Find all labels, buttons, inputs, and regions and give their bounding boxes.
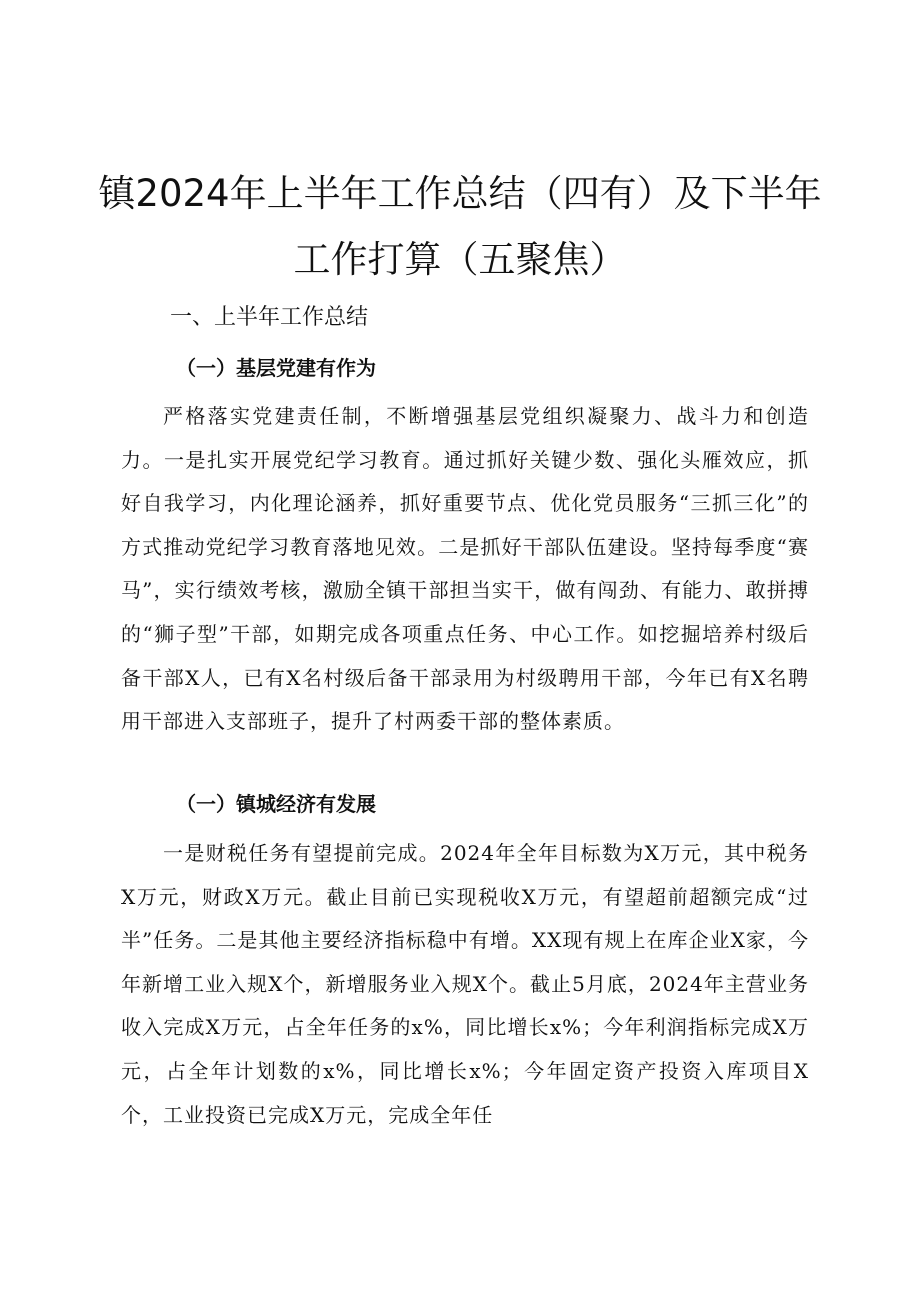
document-title-line-1: 镇2024年上半年工作总结（四有）及下半年	[98, 172, 822, 215]
paragraph-town-economy: 一是财税任务有望提前完成。2024年全年目标数为X万元，其中税务X万元，财政X万元。截止目前已实现税收X万元，有望超前超额完成“过半”任务。二是其他主要经济指标稳中有增。XX现有规上在库企业X家，今年新增工业入规X个，新增服务业入规X个。截止5月底，2024年主营业务收入完成X万元，占全年任务的x%，同比增长x%；今年利润指标完成X万元，占全年计划数的x%，同比增长x%；今年固定资产投资入库项目X个，工业投资已完成X万元，完成全年任	[121, 841, 809, 1127]
document-title-line-2: 工作打算（五聚焦）	[293, 238, 627, 281]
subsection-heading-party-building: （一）基层党建有作为	[176, 356, 376, 380]
paragraph-party-building: 严格落实党建责任制，不断增强基层党组织凝聚力、战斗力和创造力。一是扎实开展党纪学习教育。通过抓好关键少数、强化头雁效应，抓好自我学习，内化理论涵养，抓好重要节点、优化党员服务“三抓三化”的方式推动党纪学习教育落地见效。二是抓好干部队伍建设。坚持每季度“赛马”，实行绩效考核，激励全镇干部担当实干，做有闯劲、有能力、敢拼搏的“狮子型”干部，如期完成各项重点任务、中心工作。如挖掘培养村级后备干部X人，已有X名村级后备干部录用为村级聘用干部，今年已有X名聘用干部进入支部班子，提升了村两委干部的整体素质。	[121, 404, 809, 734]
subsection-heading-town-economy: （一）镇城经济有发展	[176, 792, 376, 816]
section-heading-first-half-summary: 一、上半年工作总结	[170, 305, 369, 330]
